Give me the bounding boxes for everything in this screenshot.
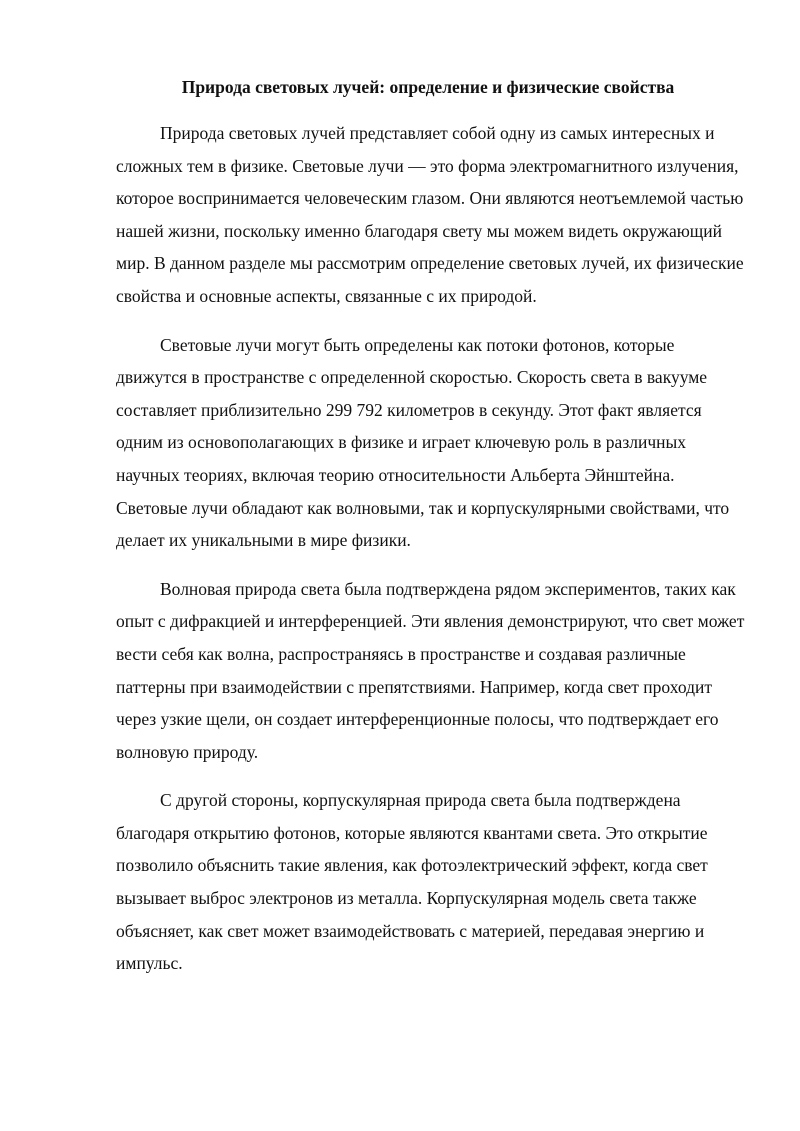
document-title: Природа световых лучей: определение и физические свойства	[181, 77, 675, 97]
document-body	[116, 117, 746, 996]
paragraph-4: С другой стороны, корпускулярная природа света была подтверждена благодаря открытию фотонов, которые являются квантами света. Это открытие позволило объяснить такие явления, как фотоэлектрический эффект, когда свет вызывает выброс электронов из металла. Корпускулярная модель света также объясняет, как свет может взаимодействовать с материей, передавая энергию и импульс.	[116, 790, 708, 974]
paragraph-3: Волновая природа света была подтверждена рядом экспериментов, таких как опыт с дифракцией и интерференцией. Эти явления демонстрируют, что свет может вести себя как волна, распространяясь в пространстве и создавая различные паттерны при взаимодействии с препятствиями. Например, когда свет проходит через узкие щели, он создает интерференционные полосы, что подтверждает его волновую природу.	[116, 578, 745, 762]
paragraph-1: Природа световых лучей представляет собой одну из самых интересных и сложных тем в физике. Световые лучи — это форма электромагнитного излучения, которое воспринимается человеческим глазом. Они являются неотъемлемой частью нашей жизни, поскольку именно благодаря свету мы можем видеть окружающий мир. В данном разделе мы рассмотрим определение световых лучей, их физические свойства и основные аспекты, связанные с их природой.	[116, 123, 744, 306]
paragraph-2: Световые лучи могут быть определены как потоки фотонов, которые движутся в пространстве с определенной скоростью. Скорость света в вакууме составляет приблизительно 299 792 километров в секунду. Этот факт является одним из основополагающих в физике и играет ключевую роль в различных научных теориях, включая теорию относительности Альберта Эйнштейна. Световые лучи обладают как волновыми, так и корпускулярными свойствами, что делает их уникальными в мире физики.	[116, 334, 730, 551]
